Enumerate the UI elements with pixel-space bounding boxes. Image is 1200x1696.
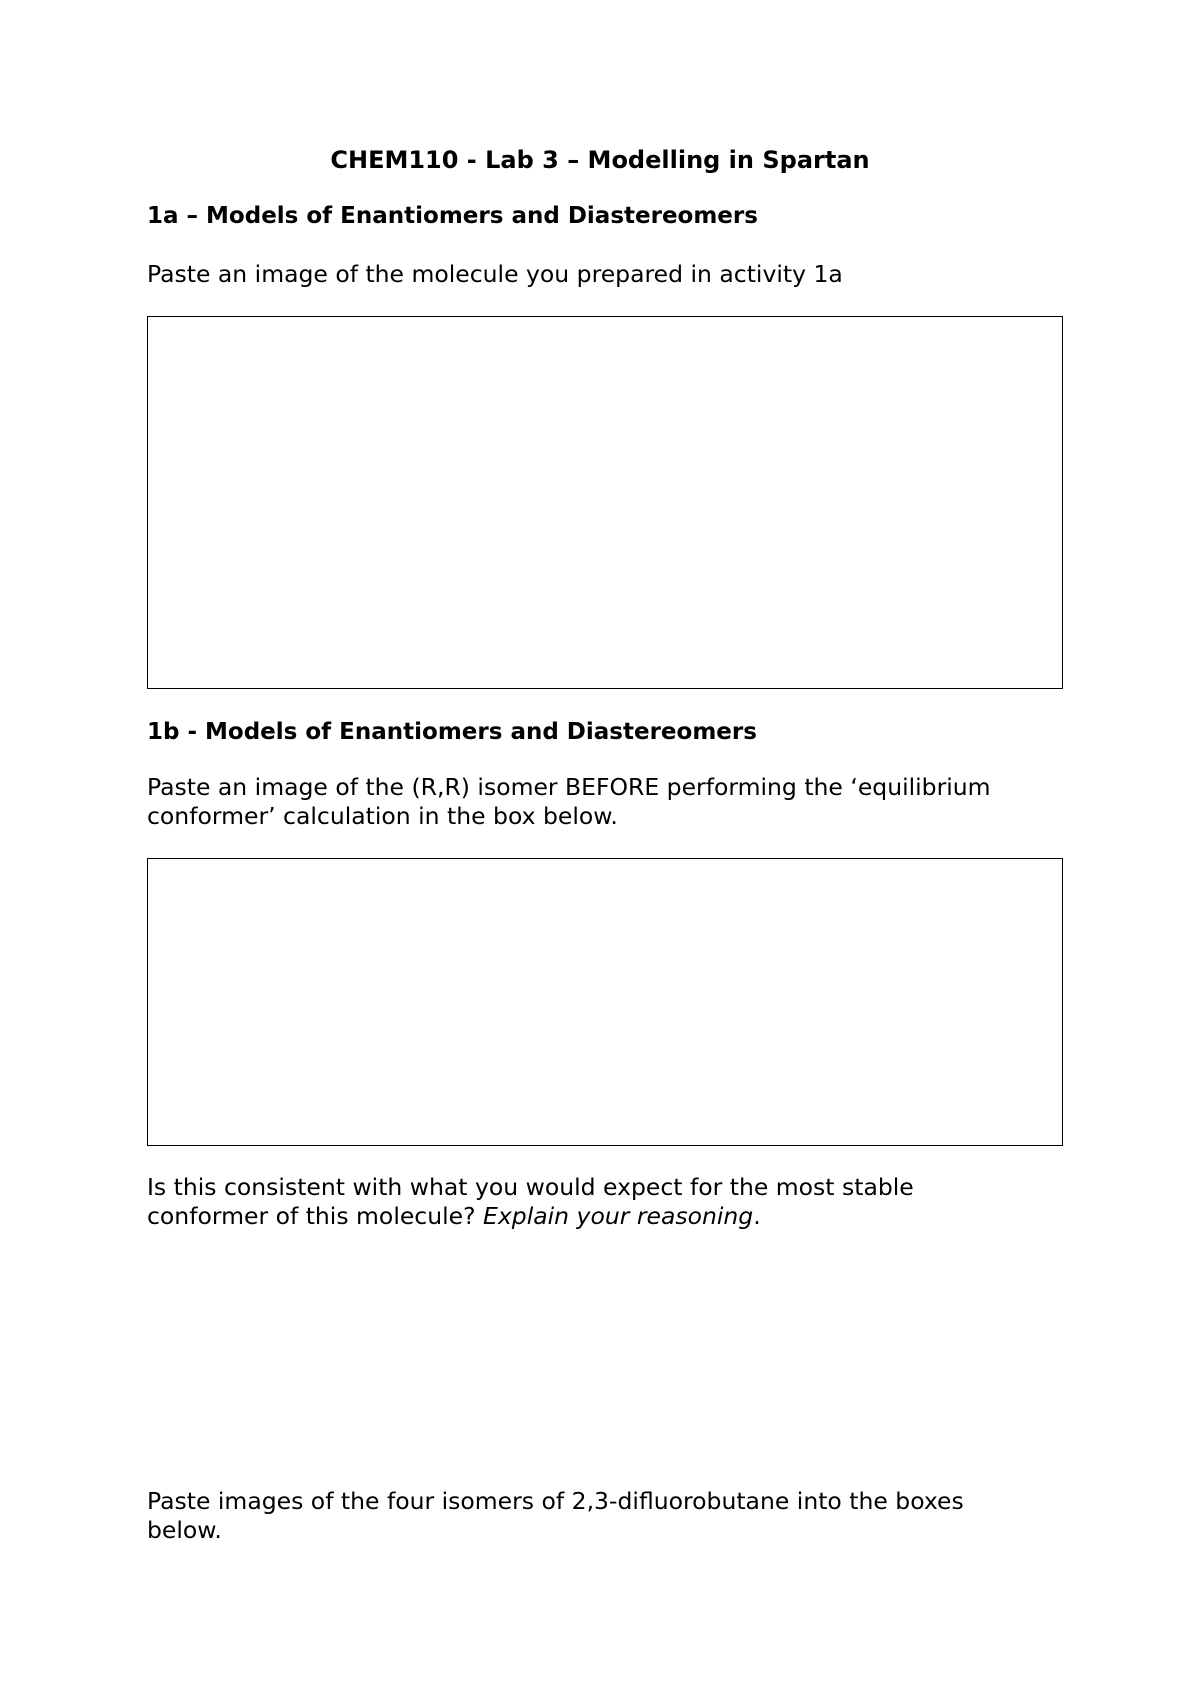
section-1a-instruction (147, 260, 1067, 289)
isomers-instruction-line2: below. (147, 1516, 222, 1544)
page-title: CHEM110 - Lab 3 – Modelling in Spartan (330, 146, 870, 174)
section-1b-instruction-line2: conformer’ calculation in the box below. (147, 802, 618, 830)
image-paste-box-1a[interactable] (147, 316, 1063, 689)
question-period: . (753, 1202, 761, 1230)
section-1b-instruction-line1: Paste an image of the (R,R) isomer BEFORE performing the ‘equilibrium (147, 773, 991, 801)
section-1b-question (147, 1173, 1067, 1231)
image-paste-box-1b[interactable] (147, 858, 1063, 1146)
section-1b-instruction (147, 773, 1067, 831)
section-1b-heading: 1b - Models of Enantiomers and Diastereomers (147, 719, 757, 745)
section-1a-heading: 1a – Models of Enantiomers and Diastereomers (147, 203, 758, 229)
section-1a-instruction-text: Paste an image of the molecule you prepared in activity 1a (147, 260, 843, 288)
section-1b-question-line2 (147, 1202, 1067, 1231)
section-1b-question-line1: Is this consistent with what you would expect for the most stable (147, 1173, 914, 1201)
question-text: conformer of this molecule? (147, 1202, 484, 1230)
question-emphasis: Explain your reasoning (483, 1202, 754, 1230)
isomers-instruction (147, 1487, 1067, 1545)
isomers-instruction-line1: Paste images of the four isomers of 2,3-difluorobutane into the boxes (147, 1487, 964, 1515)
